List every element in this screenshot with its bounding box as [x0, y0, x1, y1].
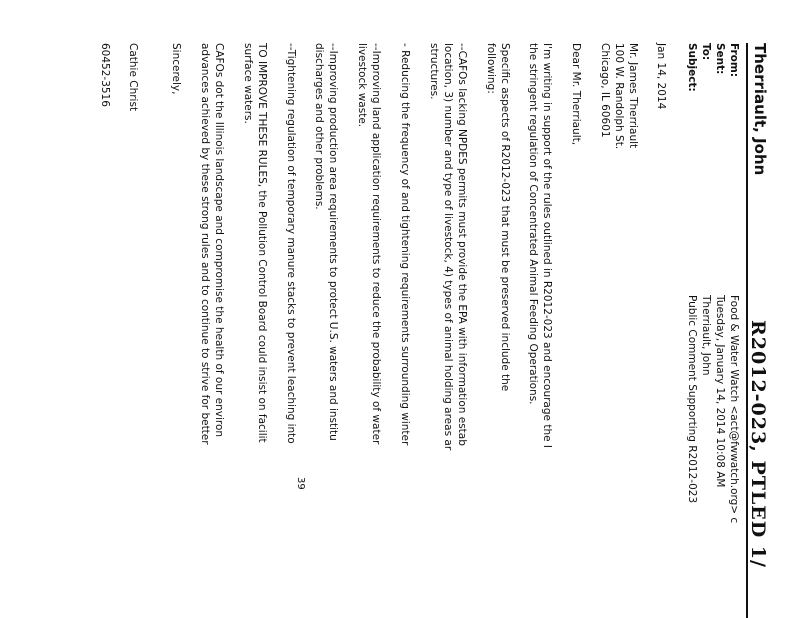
closing-line: CAFOs dot the Illinois landscape and compromise the health of our environ: [213, 43, 225, 438]
meta-subject-value: Public Comment Supporting R2012-023: [686, 295, 698, 504]
meta-to-row: [700, 43, 712, 103]
filing-stamp: R2012-023, PTLED 1/: [747, 320, 769, 568]
meta-sent-row: [714, 43, 726, 103]
improve-line: TO IMPROVE THESE RULES, the Pollution Control Board could insist on facilit: [256, 43, 268, 443]
page-number: 39: [295, 477, 306, 490]
signoff: Sincerely,: [170, 43, 182, 95]
meta-to-value: Therriault, John: [700, 295, 712, 376]
letter-date: Jan 14, 2014: [655, 43, 667, 110]
address-line: Mr. James Therriault: [627, 43, 639, 149]
closing-line: advances achieved by these strong rules and to continue to strive for better: [199, 43, 211, 445]
header-rule: [746, 43, 748, 618]
signature-name: Cathie Christ: [127, 43, 139, 112]
bullet-line: --CAFOs lacking NPDES permits must provide the EPA with information estab: [456, 43, 468, 446]
salutation: Dear Mr. Therriault,: [570, 43, 582, 146]
meta-from-label: From:: [728, 43, 740, 78]
address-line: Chicago, IL 60601: [599, 43, 611, 138]
bullet-line: --Improving production area requirements to protect U.S. waters and institu: [327, 43, 339, 441]
meta-subject-label: Subject:: [686, 43, 698, 92]
meta-sent-value: Tuesday, January 14, 2014 10:08 AM: [714, 295, 726, 488]
address-line: 100 W. Randolph St.: [613, 43, 625, 150]
bullet-line: livestock waste.: [356, 43, 368, 128]
meta-from-row: [728, 43, 740, 103]
improve-line: surface waters.: [242, 43, 254, 124]
bullet-line: --Tightening regulation of temporary manure stacks to prevent leaching into: [285, 43, 297, 444]
bullet-line: location, 3) number and type of livestock, 4) types of animal holding areas ar: [442, 43, 454, 451]
meta-subject-row: [686, 43, 698, 103]
bullet-line: structures.: [428, 43, 440, 100]
intro-line: the stringent regulation of Concentrated Animal Feeding Operations.: [527, 43, 539, 405]
signature-zip: 60452-3516: [99, 43, 111, 107]
sender-name: Therriault, John: [751, 43, 769, 176]
meta-sent-label: Sent:: [714, 43, 726, 75]
bullet-line: - Reducing the frequency of and tightening requirements surrounding winter: [399, 43, 411, 446]
meta-to-label: To:: [700, 43, 712, 61]
bullet-line: discharges and other problems.: [313, 43, 325, 210]
meta-from-value: Food & Water Watch <act@fwwatch.org> c: [728, 295, 740, 524]
bullet-line: --Improving land application requirements to reduce the probability of water: [370, 43, 382, 445]
aspects-line: Specific aspects of R2012-023 that must be preserved include the: [499, 43, 511, 392]
intro-line: I'm writing in support of the rules outlined in R2012-023 and encourage the I: [541, 43, 553, 448]
aspects-line: following:: [485, 43, 497, 94]
